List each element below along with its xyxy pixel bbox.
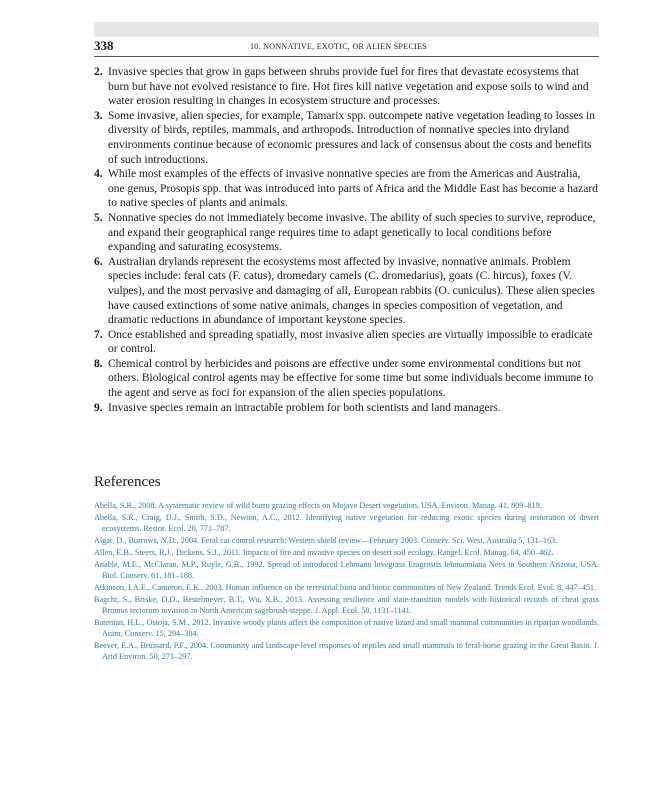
item-text: Chemical control by herbicides and poisons are effective under some environmental conditions but not others. Biological control agents may be effective for some time but some individuals become immune to the agent and serve as foci for expansion of the alien species populations. xyxy=(108,357,594,400)
list-item xyxy=(94,109,599,167)
list-item xyxy=(94,357,599,401)
item-number: 4. xyxy=(94,168,103,181)
item-number: 7. xyxy=(94,328,103,341)
reference-item[interactable]: Allen, E.B., Steers, R.J., Dickens, S.J., 2011. Impacts of fire and invasive species on desert soil ecology. Rangel. Ecol. Manag. 64, 450–462. xyxy=(94,548,554,557)
item-text: While most examples of the effects of invasive nonnative species are from the Americas and Australia, one genus, Prosopis spp. that was introduced into parts of Africa and the Middle East has become a hazard to native species of plants and animals. xyxy=(108,168,598,210)
item-text: Some invasive, alien species, for example, Tamarix spp. outcompete native vegetation leading to losses in diversity of birds, reptiles, mammals, and arthropods. Introduction of nonnative species into dryland environments continue because of economic pressures and lack of consensus about the costs and benefits of such introductions. xyxy=(108,109,595,166)
item-text: Once established and spreading spatially, most invasive alien species are virtually impossible to eradicate or control. xyxy=(108,328,593,356)
reference-item[interactable]: Abella, S.R., 2008. A systematic review of wild burro grazing effects on Mojave Desert vegetation, USA. Environ. Manag. 41, 809–819. xyxy=(94,501,542,510)
reference-list xyxy=(94,500,599,663)
references-heading: References xyxy=(94,474,161,490)
header-bar xyxy=(94,22,599,37)
item-text: Nonnative species do not immediately become invasive. The ability of such species to survive, reproduce, and expand their geographical range requires time to adapt genetically to local conditions before expanding and saturating ecosystems. xyxy=(108,211,596,254)
summary-points xyxy=(94,65,599,415)
list-item xyxy=(94,401,599,416)
header-rule xyxy=(94,56,599,57)
item-text: Australian drylands represent the ecosystems most affected by invasive, nonnative animals. Problem species include: feral cats (F. catus), dromedary camels (C. dromedarius), goats (C. hircus), foxes (V. vulpes), and the most pervasive and damaging of all, European rabbits (O. cuniculus). These alien species have caused extinctions of some native animals, changes in species composition of vegetation, and dramatic reductions in abundance of important keystone species. xyxy=(108,255,595,327)
item-number: 8. xyxy=(94,357,103,370)
item-number: 3. xyxy=(94,109,103,122)
item-number: 6. xyxy=(94,255,103,268)
reference-item[interactable]: Atkinson, I.A.E., Cameron, E.K., 2003. Human influence on the terrestrial biota and biotic communities of New Zealand. Trends Ecol. Evol. 8, 447–451. xyxy=(94,583,597,592)
list-item xyxy=(94,211,599,255)
reference-item[interactable]: Anable, M.E., McClaran, M.P., Ruyle, G.B., 1992. Spread of introduced Lehmann lovegrass Eragrostis lehmanniana Nees in Southern Arizona, USA. Biol. Conserv. 61, 181–188. xyxy=(94,560,599,580)
list-item xyxy=(94,328,599,357)
reference-item[interactable]: Beever, E.A., Brussard, P.F., 2004. Community and landscape-level responses of reptiles and small mammals to feral-horse grazing in the Great Basin. J. Arid Environ. 50, 271–297. xyxy=(94,641,599,661)
list-item xyxy=(94,167,599,211)
item-text: Invasive species that grow in gaps between shrubs provide fuel for fires that devastate ecosystems that burn but have not evolved resistance to fire. Hot fires kill native vegetation and expose soils to wind and water erosion resulting in changes in ecosystem structure and processes. xyxy=(108,66,589,108)
list-item xyxy=(94,65,599,109)
list-item xyxy=(94,255,599,328)
reference-item[interactable]: Bateman, H.L., Ostoja, S.M., 2012. Invasive woody plants affect the composition of native lizard and small mammal communities in riparian woodlands. Anim. Conserv. 15, 294–304. xyxy=(94,618,599,638)
reference-item[interactable]: Algar, D., Burrows, N.D., 2004. Feral cat control research: Western shield review—February 2003. Conserv. Sci. West. Australia 5, 131–163. xyxy=(94,536,558,545)
item-text: Invasive species remain an intractable problem for both scientists and land managers. xyxy=(108,401,501,414)
page-number: 338 xyxy=(94,38,114,53)
item-number: 2. xyxy=(94,66,103,78)
reference-item[interactable]: Abella, S.R., Craig, D.J., Smith, S.D., Newton, A.C., 2012. Identifying native vegetation for reducing exotic species during restoration of desert ecosystems. Restor. Ecol. 20, 771–787. xyxy=(94,513,599,533)
running-head: 10. NONNATIVE, EXOTIC, OR ALIEN SPECIES xyxy=(250,42,428,51)
reference-item[interactable]: Bagchi, S., Briske, D.D., Bestelmeyer, B.T., Wu, X.B., 2013. Assessing resilience and state-transition models with historical records of cheat grass Bromus tectorum invasion in North American sagebrush-steppe. J. Appl. Ecol. 50, 1131–1141. xyxy=(94,595,599,615)
item-number: 9. xyxy=(94,401,103,414)
item-number: 5. xyxy=(94,211,103,224)
